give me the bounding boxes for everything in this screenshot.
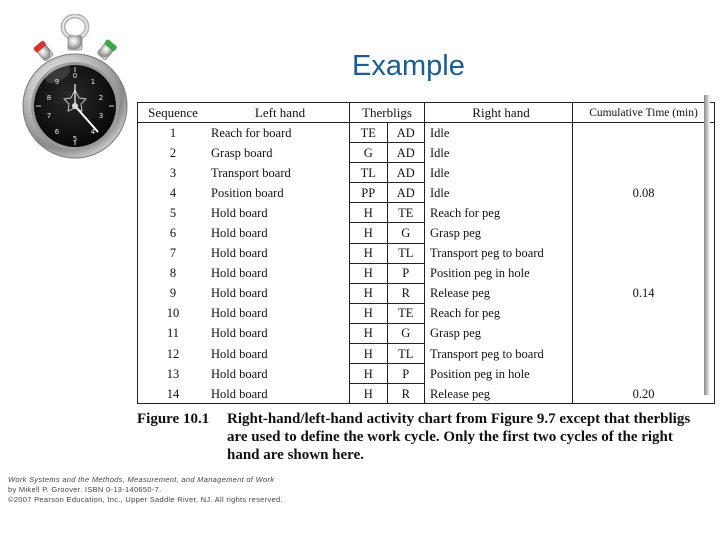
therblig-right-cell: TL <box>387 243 425 263</box>
right-hand-cell: Idle <box>425 143 573 163</box>
cumulative-time-cell: 0.14 <box>632 286 655 301</box>
sequence-cell: 9 <box>169 286 177 301</box>
figure-number: Figure 10.1 <box>137 411 210 427</box>
svg-text:5: 5 <box>72 135 78 143</box>
cumulative-time-cell: 0.20 <box>632 386 655 401</box>
table-row <box>138 163 715 183</box>
therblig-left-cell: PP <box>350 183 388 203</box>
table-row <box>138 123 715 143</box>
cumulative-time-cell: 0.08 <box>632 185 655 200</box>
table-row <box>138 203 715 223</box>
therblig-left-cell: H <box>350 364 388 384</box>
right-hand-cell: Idle <box>425 123 573 143</box>
therblig-left-cell: TL <box>350 163 388 183</box>
sequence-cell: 7 <box>169 246 177 261</box>
cumulative-time-cell <box>573 263 715 283</box>
cumulative-time-cell <box>573 364 715 384</box>
sequence-cell: 6 <box>169 226 177 241</box>
therblig-right-cell: P <box>387 364 425 384</box>
left-hand-cell: Hold board <box>208 283 350 303</box>
cumulative-time-cell <box>573 143 715 163</box>
left-hand-cell: Hold board <box>208 203 350 223</box>
therblig-right-cell: R <box>387 384 425 404</box>
therblig-right-cell: R <box>387 283 425 303</box>
left-hand-cell: Transport board <box>208 163 350 183</box>
therblig-right-cell: AD <box>387 163 425 183</box>
table-row <box>138 263 715 283</box>
left-hand-cell: Hold board <box>208 303 350 323</box>
cumulative-time-cell <box>573 243 715 263</box>
cumulative-time-cell <box>573 323 715 343</box>
therblig-left-cell: H <box>350 203 388 223</box>
left-hand-cell: Hold board <box>208 364 350 384</box>
page-edge-shadow <box>704 95 710 395</box>
left-hand-cell: Position board <box>208 183 350 203</box>
right-hand-cell: Transport peg to board <box>425 243 573 263</box>
therblig-left-cell: TE <box>350 123 388 143</box>
therblig-right-cell: TL <box>387 344 425 364</box>
right-hand-cell: Position peg in hole <box>425 263 573 283</box>
therblig-right-cell: G <box>387 223 425 243</box>
left-hand-cell: Reach for board <box>208 123 350 143</box>
therblig-left-cell: G <box>350 143 388 163</box>
sequence-cell: 12 <box>166 346 180 361</box>
svg-text:0: 0 <box>72 72 78 80</box>
left-hand-cell: Hold board <box>208 223 350 243</box>
footer-line-1: Work Systems and the Methods, Measurement, and Management of Work <box>8 475 275 484</box>
right-hand-cell: Idle <box>425 163 573 183</box>
sequence-cell: 5 <box>169 205 177 220</box>
svg-text:1: 1 <box>90 78 96 86</box>
sequence-cell: 2 <box>169 145 177 160</box>
right-hand-cell: Transport peg to board <box>425 344 573 364</box>
left-hand-cell: Grasp board <box>208 143 350 163</box>
table-row <box>138 223 715 243</box>
cumulative-time-cell <box>573 303 715 323</box>
table-row <box>138 364 715 384</box>
therblig-right-cell: AD <box>387 123 425 143</box>
therblig-right-cell: TE <box>387 203 425 223</box>
table-row <box>138 303 715 323</box>
activity-chart-table <box>137 102 704 401</box>
therblig-left-cell: H <box>350 303 388 323</box>
svg-text:7: 7 <box>46 112 52 120</box>
slide-title: Example <box>352 50 465 82</box>
therblig-left-cell: H <box>350 384 388 404</box>
cumulative-time-cell <box>573 163 715 183</box>
right-hand-cell: Grasp peg <box>425 323 573 343</box>
svg-text:8: 8 <box>46 94 52 102</box>
sequence-cell: 3 <box>169 165 177 180</box>
footer-line-3: ©2007 Pearson Education, Inc., Upper Saddle River, NJ. All rights reserved. <box>8 495 283 504</box>
stopwatch-icon <box>18 14 128 164</box>
figure-caption-text: Right-hand/left-hand activity chart from Figure 9.7 except that therbligs are used to define the work cycle. Only the first two cycles of the right hand are shown here. <box>227 411 691 463</box>
left-hand-cell: Hold board <box>208 323 350 343</box>
right-hand-cell: Reach for peg <box>425 203 573 223</box>
left-hand-cell: Hold board <box>208 344 350 364</box>
left-hand-cell: Hold board <box>208 384 350 404</box>
therblig-left-cell: H <box>350 223 388 243</box>
right-hand-cell: Release peg <box>425 384 573 404</box>
header-cumulative-time: Cumulative Time (min) <box>573 103 715 123</box>
table-row <box>138 283 715 303</box>
therblig-left-cell: H <box>350 263 388 283</box>
right-hand-cell: Release peg <box>425 283 573 303</box>
therblig-right-cell: P <box>387 263 425 283</box>
table-row <box>138 183 715 203</box>
therblig-left-cell: H <box>350 344 388 364</box>
cumulative-time-cell <box>573 203 715 223</box>
therblig-left-cell: H <box>350 283 388 303</box>
svg-text:9: 9 <box>54 78 60 86</box>
therblig-right-cell: TE <box>387 303 425 323</box>
table-row <box>138 143 715 163</box>
sequence-cell: 14 <box>166 386 180 401</box>
table-row <box>138 384 715 404</box>
right-hand-cell: Position peg in hole <box>425 364 573 384</box>
therblig-right-cell: AD <box>387 143 425 163</box>
sequence-cell: 8 <box>169 266 177 281</box>
footer-credits <box>8 475 283 505</box>
table-row <box>138 243 715 263</box>
table-row <box>138 344 715 364</box>
therblig-left-cell: H <box>350 243 388 263</box>
footer-line-2: by Mikell P. Groover. ISBN 0-13-140650-7. <box>8 485 162 494</box>
sequence-cell: 10 <box>166 306 180 321</box>
therblig-right-cell: G <box>387 323 425 343</box>
right-hand-cell: Reach for peg <box>425 303 573 323</box>
header-right-hand: Right hand <box>425 103 573 123</box>
table-row <box>138 323 715 343</box>
header-left-hand: Left hand <box>208 103 350 123</box>
right-hand-cell: Grasp peg <box>425 223 573 243</box>
cumulative-time-cell <box>573 344 715 364</box>
sequence-cell: 4 <box>169 185 177 200</box>
svg-text:4: 4 <box>90 128 96 136</box>
sequence-cell: 13 <box>166 366 180 381</box>
svg-text:2: 2 <box>98 94 104 102</box>
cumulative-time-cell <box>573 223 715 243</box>
header-sequence: Sequence <box>138 103 209 123</box>
left-hand-cell: Hold board <box>208 243 350 263</box>
cumulative-time-cell <box>573 123 715 143</box>
sequence-cell: 11 <box>166 326 180 341</box>
svg-text:3: 3 <box>98 112 104 120</box>
sequence-cell: 1 <box>169 125 177 140</box>
therblig-left-cell: H <box>350 323 388 343</box>
right-hand-cell: Idle <box>425 183 573 203</box>
header-therbligs: Therbligs <box>350 103 425 123</box>
svg-text:6: 6 <box>54 128 60 136</box>
therblig-right-cell: AD <box>387 183 425 203</box>
left-hand-cell: Hold board <box>208 263 350 283</box>
